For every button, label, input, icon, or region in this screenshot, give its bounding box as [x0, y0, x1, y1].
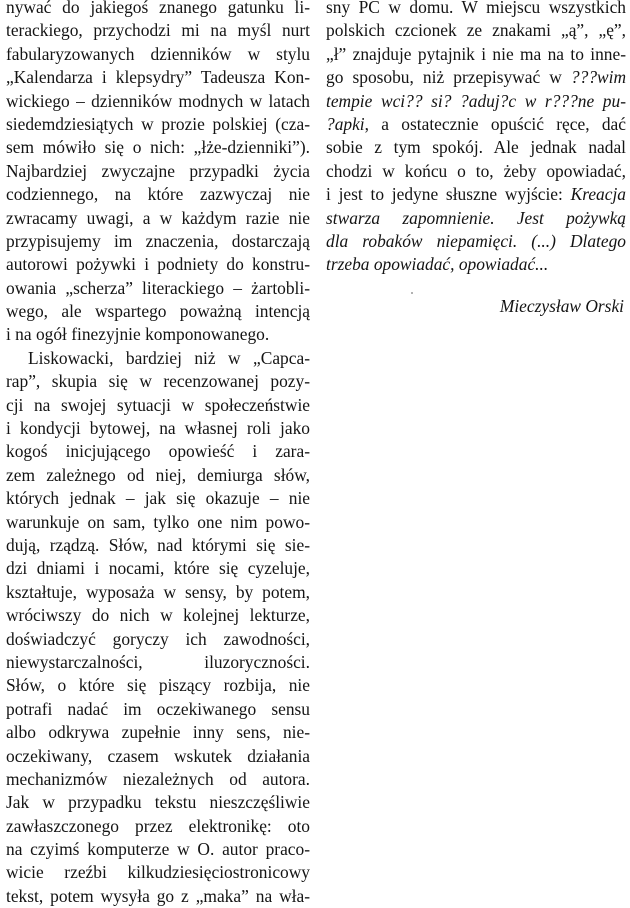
- text-line: terackiego, przychodzi mi na myśl nurt: [6, 20, 310, 41]
- text-line: dzi dniami i nocami, które się cyzeluje,: [6, 558, 310, 579]
- text-line: kształtuje, wyposaża w sensy, by potem,: [6, 581, 310, 602]
- text-line: owania „scherza” literackiego – żartobli-: [6, 277, 310, 298]
- text-line: sny PC w domu. W miejscu wszystkich: [326, 0, 626, 17]
- text-line: przypisujemy im znaczenia, dostarczają: [6, 230, 310, 251]
- text-line: chodzi w końcu o to, żeby opowiadać,: [326, 160, 626, 181]
- text-line: kogoś inicjującego opowieść i zara-: [6, 441, 310, 462]
- italic-garbled-text: ???wim: [570, 67, 626, 88]
- italic-quote: stwarza zapomnienie. Jest pożywką: [326, 207, 626, 228]
- text-line: „Kalendarza i klepsydry” Tadeusza Kon-: [6, 67, 310, 88]
- text-line: Słów, o które się piszący rozbija, nie: [6, 675, 310, 696]
- text-line: fabularyzowanych dzienników w stylu: [6, 43, 310, 64]
- text-line: autorowi pożywki i podniety do konstru-: [6, 254, 310, 275]
- text-line: niewystarczalności, iluzoryczności.: [6, 651, 310, 672]
- text-line: mechanizmów niezależnych od autora.: [6, 768, 310, 789]
- text-line: Najbardziej zwyczajne przypadki życia: [6, 160, 310, 181]
- italic-quote: Kreacja: [570, 184, 626, 205]
- text-line: zem zależnego od niej, demiurga słów,: [6, 464, 310, 485]
- text-line: doświadczyć goryczy ich zawodności,: [6, 628, 310, 649]
- text-line: sem mówiło się o nich: „łże-dzienniki”).: [6, 137, 310, 158]
- right-text-column: [326, 0, 626, 318]
- text-line: i kondycji bytowej, na własnej roli jako: [6, 418, 310, 439]
- text-line: „ł” znajduje pytajnik i nie ma na to inne-: [326, 43, 626, 64]
- text-line: [326, 66, 626, 89]
- text-segment: , a ostatecznie opuścić ręce, dać: [364, 113, 626, 134]
- text-line: tekst, potem wysyła go z „maka” na wła-: [6, 885, 310, 906]
- text-line: polskich czcionek ze znakami „ą”, „ę”,: [326, 20, 626, 41]
- italic-garbled-text: tempie wci?? si? ?aduj?c w r???ne pu-: [326, 90, 626, 111]
- left-text-column: [6, 0, 310, 908]
- text-line: potrafi nadać im oczekiwanego sensu: [6, 698, 310, 719]
- text-line: wicie rzeźbi kilkudziesięciostronicowy: [6, 862, 310, 883]
- author-signature: Mieczysław Orski: [499, 295, 624, 316]
- text-line: Jak w przypadku tekstu nieszczęśliwie: [6, 792, 310, 813]
- text-line: dują, rządzą. Słów, nad którymi się sie-: [6, 534, 310, 555]
- text-line: nywać do jakiegoś znanego gatunku li-: [6, 0, 310, 17]
- text-line: i na ogół finezyjnie komponowanego.: [6, 324, 270, 345]
- text-line: warunkuje on sam, tylko one nim powo-: [6, 511, 310, 532]
- text-line: [326, 183, 626, 206]
- italic-quote: trzeba opowiadać, opowiadać...: [326, 254, 549, 275]
- text-line: wróciwszy do nich w kolejnej lekturze,: [6, 605, 310, 626]
- text-line: których jednak – jak się okazuje – nie: [6, 488, 310, 509]
- text-line: zwracamy uwagi, a w każdym razie nie: [6, 207, 310, 228]
- print-speck: [411, 292, 413, 294]
- text-line: wego, ale wspartego poważną intencją: [6, 301, 310, 322]
- text-line: [326, 113, 626, 136]
- text-line: albo odkrywa zupełnie inny sens, nie-: [6, 722, 310, 743]
- text-line: siedemdziesiątych w prozie polskiej (cza-: [6, 113, 310, 134]
- text-line: zawłaszczonego przez elektronikę: oto: [6, 815, 310, 836]
- text-line: codziennego, na które zazwyczaj nie: [6, 184, 310, 205]
- text-line: oczekiwany, czasem wskutek działania: [6, 745, 310, 766]
- italic-quote: dla robaków niepamięci. (...) Dlatego: [326, 230, 626, 251]
- text-segment: go sposobu, niż przepisywać w: [326, 67, 571, 88]
- text-line: sobie z tym spokój. Ale jednak nadal: [326, 137, 626, 158]
- text-line: Liskowacki, bardziej niż w „Capca-: [28, 347, 310, 368]
- text-line: cji na swojej sytuacji w społeczeństwie: [6, 394, 310, 415]
- text-segment: i jest to jedyne słuszne wyjście:: [326, 184, 571, 205]
- text-line: wickiego – dzienników modnych w latach: [6, 90, 310, 111]
- italic-garbled-text: ?apki: [326, 113, 365, 134]
- text-line: rap”, skupia się w recenzowanej pozy-: [6, 371, 310, 392]
- text-line: na czyimś komputerze w O. autor praco-: [6, 839, 310, 860]
